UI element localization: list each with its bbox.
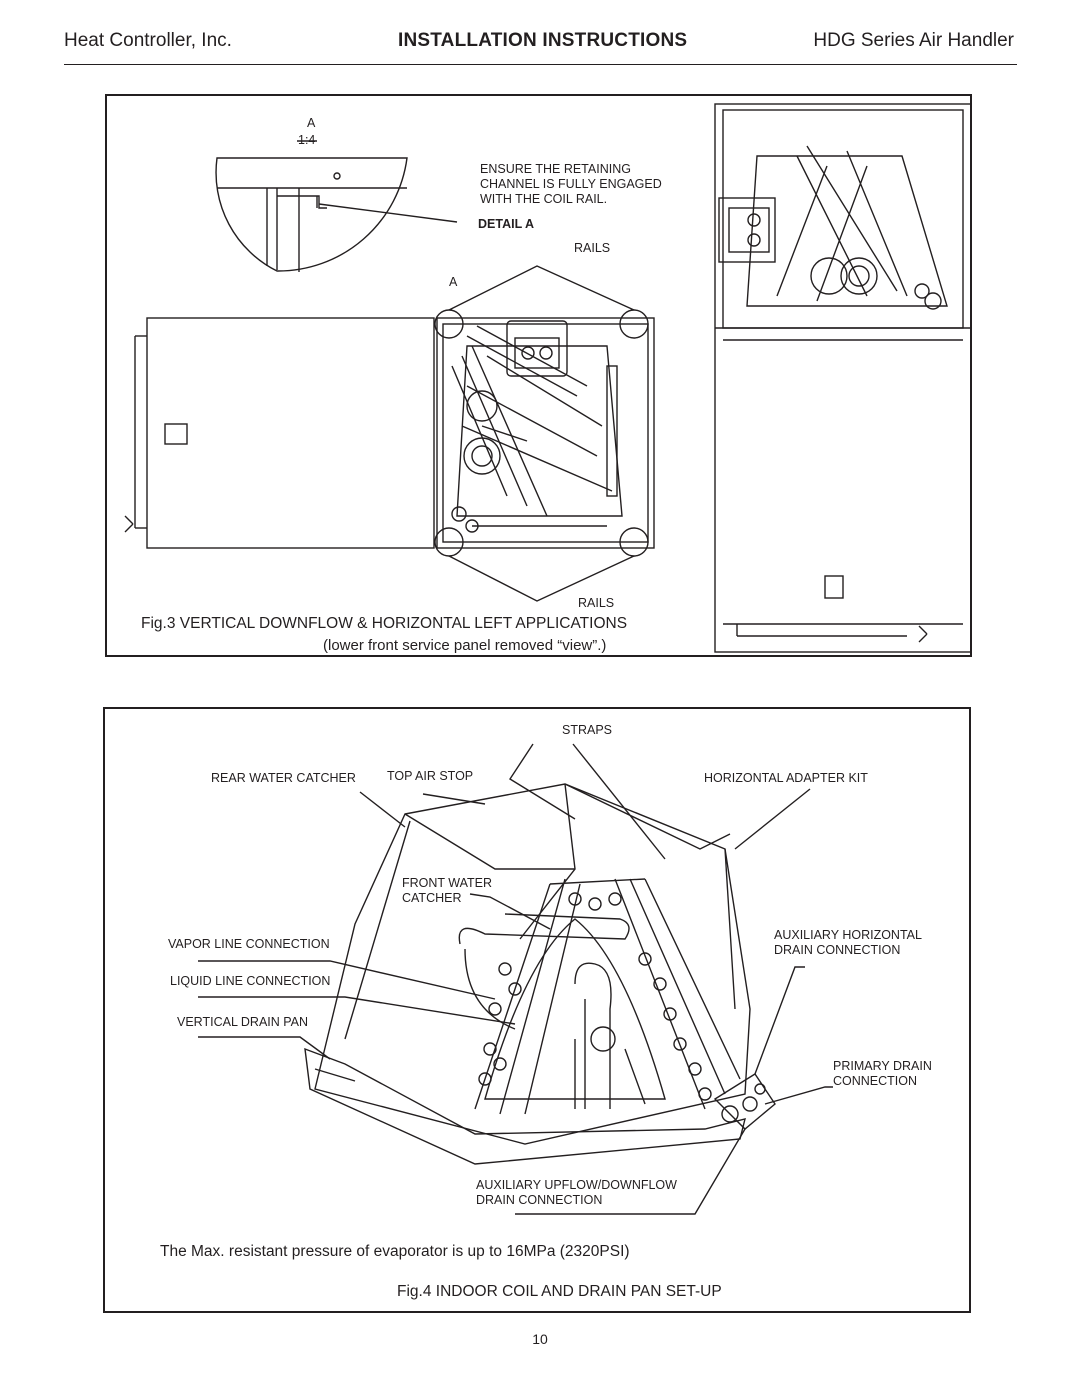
figure-3-caption: Fig.3 VERTICAL DOWNFLOW & HORIZONTAL LEFT APPLICATIONS (141, 615, 628, 632)
rails-label-bottom: RAILS (578, 596, 615, 610)
detail-title: DETAIL A (478, 217, 535, 231)
detail-note: ENSURE THE RETAINING CHANNEL IS FULLY ENGAGED WITH THE COIL RAIL. (480, 162, 662, 206)
label-front-water-catcher: FRONT WATER CATCHER (402, 876, 493, 905)
figure-3-subcaption: (lower front service panel removed “view”.) (323, 637, 607, 654)
document-title: INSTALLATION INSTRUCTIONS (398, 30, 688, 51)
label-auxiliary-updown-drain: AUXILIARY UPFLOW/DOWNFLOW DRAIN CONNECTION (476, 1178, 677, 1207)
label-auxiliary-horizontal-drain: AUXILIARY HORIZONTAL DRAIN CONNECTION (774, 928, 922, 957)
product-name: HDG Series Air Handler (813, 30, 1014, 51)
figure-4 (103, 707, 971, 1313)
label-vertical-drain-pan: VERTICAL DRAIN PAN (177, 1015, 309, 1029)
figure-4-drawing (105, 709, 973, 1315)
label-rear-water-catcher: REAR WATER CATCHER (211, 771, 356, 785)
figure-4-caption: Fig.4 INDOOR COIL AND DRAIN PAN SET-UP (397, 1283, 722, 1300)
company-name: Heat Controller, Inc. (64, 30, 232, 51)
detail-scale: 1:4 (298, 133, 316, 147)
rails-label-top: RAILS (574, 241, 611, 255)
label-top-air-stop: TOP AIR STOP (387, 769, 474, 783)
label-straps: STRAPS (562, 723, 613, 737)
label-vapor-line-connection: VAPOR LINE CONNECTION (168, 937, 330, 951)
page-number: 10 (532, 1331, 548, 1347)
label-primary-drain-connection: PRIMARY DRAIN CONNECTION (833, 1059, 932, 1088)
label-liquid-line-connection: LIQUID LINE CONNECTION (170, 974, 331, 988)
pressure-note: The Max. resistant pressure of evaporator is up to 16MPa (2320PSI) (160, 1243, 630, 1260)
callout-a: A (449, 275, 458, 289)
detail-reference: A (307, 116, 316, 130)
header-rule (64, 64, 1017, 65)
label-horizontal-adapter-kit: HORIZONTAL ADAPTER KIT (704, 771, 868, 785)
figure-3 (105, 94, 972, 657)
